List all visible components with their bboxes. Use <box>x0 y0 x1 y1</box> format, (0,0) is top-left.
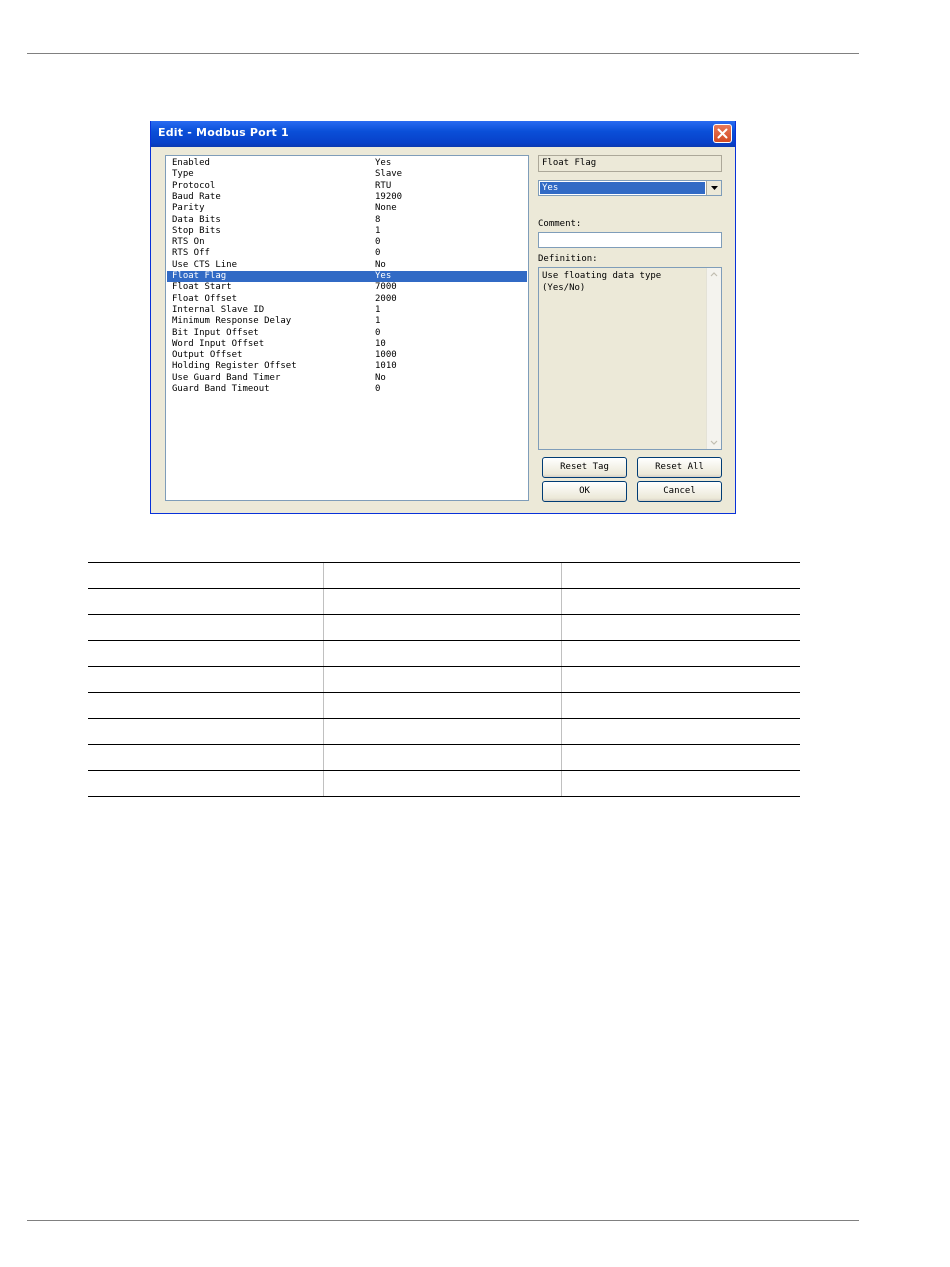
property-row[interactable] <box>167 215 527 226</box>
table-cell <box>324 589 562 614</box>
definition-box <box>538 267 722 450</box>
property-name: Parity <box>172 203 205 214</box>
table-cell <box>88 667 324 692</box>
property-name: Use Guard Band Timer <box>172 372 281 383</box>
scroll-up-icon[interactable] <box>707 268 721 282</box>
property-row[interactable] <box>167 237 527 248</box>
table-row <box>88 640 800 666</box>
property-name: Type <box>172 169 194 180</box>
property-row[interactable] <box>167 384 527 395</box>
property-value: 8 <box>375 214 381 225</box>
property-row[interactable] <box>167 294 527 305</box>
property-value: 0 <box>375 384 381 394</box>
property-name: Stop Bits <box>172 225 221 236</box>
property-name: Data Bits <box>172 214 221 225</box>
edit-dialog <box>150 121 736 514</box>
property-name: Protocol <box>172 180 216 191</box>
empty-table <box>88 562 800 797</box>
comment-input[interactable] <box>538 232 722 248</box>
property-list[interactable] <box>165 155 529 501</box>
property-value: 10 <box>375 338 386 349</box>
table-cell <box>562 589 800 614</box>
property-value: 7000 <box>375 282 397 293</box>
dropdown-button[interactable] <box>706 181 721 195</box>
property-name: Use CTS Line <box>172 259 238 270</box>
table-cell <box>562 745 800 770</box>
table-cell <box>562 719 800 744</box>
property-row[interactable] <box>167 328 527 339</box>
dialog-title: Edit - Modbus Port 1 <box>158 126 289 139</box>
property-row[interactable] <box>167 203 527 214</box>
property-name: RTS On <box>172 237 205 248</box>
table-cell <box>324 615 562 640</box>
table-row <box>88 770 800 797</box>
definition-text: Use floating data type (Yes/No) <box>542 271 662 293</box>
property-row[interactable] <box>167 350 527 361</box>
property-row[interactable] <box>167 361 527 372</box>
property-row[interactable] <box>167 260 527 271</box>
property-value: None <box>375 203 397 214</box>
definition-label: Definition: <box>538 254 598 264</box>
property-row[interactable] <box>167 339 527 350</box>
property-value: 0 <box>375 327 381 338</box>
close-button[interactable] <box>713 124 732 143</box>
table-cell <box>88 615 324 640</box>
table-row <box>88 744 800 770</box>
table-cell <box>324 745 562 770</box>
reset-tag-button[interactable]: Reset Tag <box>542 457 627 478</box>
table-row <box>88 614 800 640</box>
comment-label: Comment: <box>538 219 582 229</box>
property-value: 0 <box>375 248 381 259</box>
property-value: 0 <box>375 237 381 248</box>
table-cell <box>88 771 324 796</box>
close-icon <box>717 128 728 139</box>
table-cell <box>324 563 562 588</box>
property-value: RTU <box>375 180 392 191</box>
property-name: Float Flag <box>172 271 227 281</box>
property-name: Float Offset <box>172 293 238 304</box>
property-row[interactable] <box>167 169 527 180</box>
table-cell <box>88 641 324 666</box>
table-row <box>88 588 800 614</box>
ok-button[interactable]: OK <box>542 481 627 502</box>
property-row[interactable] <box>167 282 527 293</box>
property-name: RTS Off <box>172 248 210 259</box>
table-cell <box>562 563 800 588</box>
property-value: 1010 <box>375 361 397 372</box>
table-row <box>88 718 800 744</box>
table-row <box>88 562 800 588</box>
footer-rule <box>27 1220 859 1221</box>
title-bar[interactable] <box>151 121 735 147</box>
property-value: 2000 <box>375 293 397 304</box>
chevron-down-icon <box>711 186 718 190</box>
property-value: Yes <box>375 158 392 168</box>
property-value: Yes <box>375 271 392 281</box>
definition-scrollbar[interactable] <box>706 268 721 449</box>
table-cell <box>562 641 800 666</box>
table-cell <box>562 771 800 796</box>
table-cell <box>324 641 562 666</box>
property-row[interactable] <box>167 373 527 384</box>
table-cell <box>324 667 562 692</box>
property-name: Internal Slave ID <box>172 304 265 315</box>
property-row[interactable] <box>167 192 527 203</box>
table-cell <box>88 563 324 588</box>
property-name: Minimum Response Delay <box>172 316 292 327</box>
property-value: 19200 <box>375 191 403 202</box>
property-row[interactable] <box>167 181 527 192</box>
table-cell <box>88 589 324 614</box>
table-cell <box>88 693 324 718</box>
table-cell <box>562 615 800 640</box>
table-row <box>88 692 800 718</box>
property-name: Output Offset <box>172 350 243 361</box>
value-select[interactable] <box>538 180 722 196</box>
selected-field-name: Float Flag <box>538 155 722 172</box>
property-row[interactable] <box>167 305 527 316</box>
property-row[interactable] <box>167 316 527 327</box>
table-cell <box>88 745 324 770</box>
property-name: Guard Band Timeout <box>172 384 270 394</box>
property-name: Float Start <box>172 282 232 293</box>
scroll-down-icon[interactable] <box>707 435 721 449</box>
reset-all-button[interactable]: Reset All <box>637 457 722 478</box>
table-cell <box>324 719 562 744</box>
table-cell <box>562 693 800 718</box>
property-value: 1 <box>375 304 381 315</box>
property-row[interactable] <box>167 158 527 169</box>
property-value: No <box>375 372 386 383</box>
property-name: Baud Rate <box>172 191 221 202</box>
table-cell <box>324 771 562 796</box>
value-select-current: Yes <box>540 182 705 194</box>
property-name: Holding Register Offset <box>172 361 297 372</box>
table-cell <box>324 693 562 718</box>
property-value: 1000 <box>375 350 397 361</box>
property-value: No <box>375 259 386 270</box>
property-value: Slave <box>375 169 403 180</box>
property-row[interactable] <box>167 248 527 259</box>
cancel-button[interactable]: Cancel <box>637 481 722 502</box>
property-value: 1 <box>375 316 381 327</box>
table-cell <box>88 719 324 744</box>
property-name: Bit Input Offset <box>172 327 259 338</box>
property-name: Word Input Offset <box>172 338 265 349</box>
property-value: 1 <box>375 225 381 236</box>
dialog-client-area <box>155 147 731 509</box>
property-name: Enabled <box>172 158 210 168</box>
property-row[interactable] <box>167 271 527 282</box>
table-row <box>88 666 800 692</box>
property-row[interactable] <box>167 226 527 237</box>
table-cell <box>562 667 800 692</box>
header-rule <box>27 53 859 54</box>
